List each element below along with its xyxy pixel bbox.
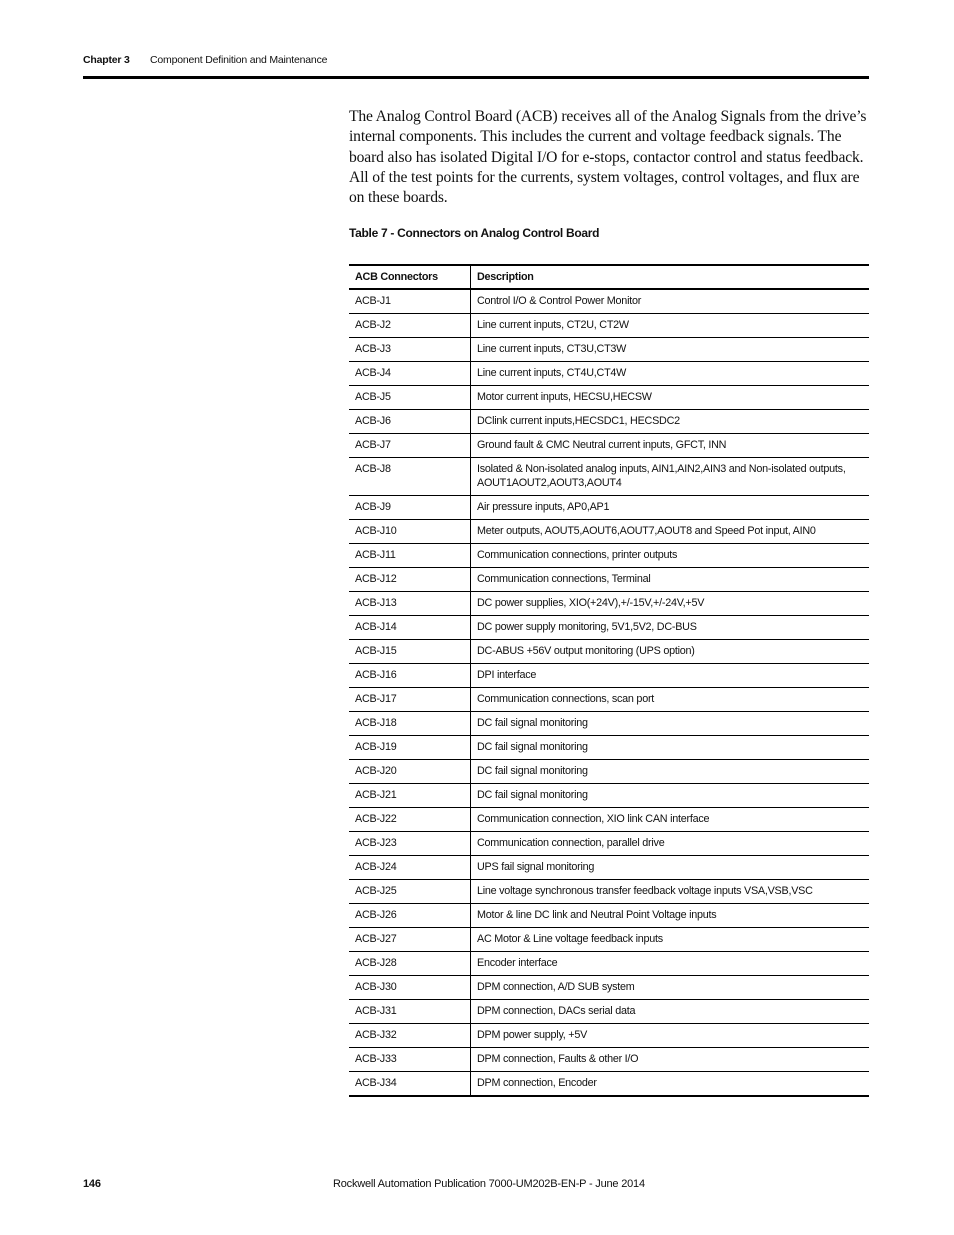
description-cell: DC-ABUS +56V output monitoring (UPS option) xyxy=(471,640,870,664)
connector-cell: ACB-J1 xyxy=(349,289,471,314)
table-row xyxy=(349,434,869,458)
connector-cell: ACB-J4 xyxy=(349,362,471,386)
table-row xyxy=(349,592,869,616)
connector-cell: ACB-J25 xyxy=(349,880,471,904)
table-row xyxy=(349,952,869,976)
section-title: Component Definition and Maintenance xyxy=(150,54,328,66)
connector-cell: ACB-J28 xyxy=(349,952,471,976)
description-cell: Meter outputs, AOUT5,AOUT6,AOUT7,AOUT8 and Speed Pot input, AIN0 xyxy=(471,520,870,544)
connector-cell: ACB-J18 xyxy=(349,712,471,736)
table-row xyxy=(349,616,869,640)
description-cell: Air pressure inputs, AP0,AP1 xyxy=(471,496,870,520)
table-row xyxy=(349,880,869,904)
connector-cell: ACB-J30 xyxy=(349,976,471,1000)
table-row xyxy=(349,640,869,664)
table-row xyxy=(349,362,869,386)
description-cell: DPM connection, Faults & other I/O xyxy=(471,1048,870,1072)
table-row xyxy=(349,976,869,1000)
table-row xyxy=(349,289,869,314)
table-row xyxy=(349,410,869,434)
description-cell: AC Motor & Line voltage feedback inputs xyxy=(471,928,870,952)
connector-cell: ACB-J3 xyxy=(349,338,471,362)
description-cell: DClink current inputs,HECSDC1, HECSDC2 xyxy=(471,410,870,434)
description-cell: DPM power supply, +5V xyxy=(471,1024,870,1048)
table-row xyxy=(349,1072,869,1097)
table-row xyxy=(349,808,869,832)
table-row xyxy=(349,736,869,760)
connector-cell: ACB-J2 xyxy=(349,314,471,338)
description-cell: Communication connections, Terminal xyxy=(471,568,870,592)
publication-info: Rockwell Automation Publication 7000-UM202B-EN-P - June 2014 xyxy=(333,1178,645,1190)
table-row xyxy=(349,314,869,338)
connector-cell: ACB-J23 xyxy=(349,832,471,856)
table-row xyxy=(349,544,869,568)
description-cell: DC fail signal monitoring xyxy=(471,784,870,808)
table-row xyxy=(349,928,869,952)
description-cell: DC fail signal monitoring xyxy=(471,736,870,760)
connector-cell: ACB-J21 xyxy=(349,784,471,808)
connector-cell: ACB-J27 xyxy=(349,928,471,952)
table-row xyxy=(349,688,869,712)
connector-cell: ACB-J10 xyxy=(349,520,471,544)
connector-cell: ACB-J5 xyxy=(349,386,471,410)
table-row xyxy=(349,386,869,410)
connector-cell: ACB-J12 xyxy=(349,568,471,592)
connector-cell: ACB-J17 xyxy=(349,688,471,712)
description-cell: Encoder interface xyxy=(471,952,870,976)
table-row xyxy=(349,784,869,808)
connector-cell: ACB-J32 xyxy=(349,1024,471,1048)
description-cell: Motor & line DC link and Neutral Point Voltage inputs xyxy=(471,904,870,928)
connector-cell: ACB-J20 xyxy=(349,760,471,784)
description-cell: DC fail signal monitoring xyxy=(471,712,870,736)
intro-paragraph: The Analog Control Board (ACB) receives all of the Analog Signals from the drive’s internal components. This includes the current and voltage feedback signals. The board also has isolated Digital I/O for e-stops, contactor control and status feedback. All of the test points for the currents, system voltages, control voltages, and flux are on these boards. xyxy=(349,108,867,207)
table-row xyxy=(349,338,869,362)
description-cell: Control I/O & Control Power Monitor xyxy=(471,289,870,314)
table-row xyxy=(349,520,869,544)
connector-cell: ACB-J33 xyxy=(349,1048,471,1072)
table-row xyxy=(349,832,869,856)
table-row xyxy=(349,856,869,880)
connector-cell: ACB-J34 xyxy=(349,1072,471,1097)
table-row xyxy=(349,904,869,928)
description-cell: Communication connections, scan port xyxy=(471,688,870,712)
table-row xyxy=(349,664,869,688)
table-row xyxy=(349,1000,869,1024)
description-cell: Communication connections, printer outputs xyxy=(471,544,870,568)
connector-cell: ACB-J22 xyxy=(349,808,471,832)
page-number: 146 xyxy=(83,1178,101,1190)
column-header-description: Description xyxy=(471,265,870,289)
connector-cell: ACB-J26 xyxy=(349,904,471,928)
connectors-table xyxy=(349,264,869,1097)
connector-cell: ACB-J24 xyxy=(349,856,471,880)
description-cell: DC power supplies, XIO(+24V),+/-15V,+/-24V,+5V xyxy=(471,592,870,616)
connector-cell: ACB-J31 xyxy=(349,1000,471,1024)
description-cell: DPM connection, Encoder xyxy=(477,1077,597,1089)
connector-cell: ACB-J13 xyxy=(349,592,471,616)
connector-cell: ACB-J16 xyxy=(349,664,471,688)
column-header-connectors: ACB Connectors xyxy=(349,265,471,289)
table-row xyxy=(349,496,869,520)
table-body xyxy=(349,289,869,1096)
description-cell: Line voltage synchronous transfer feedback voltage inputs VSA,VSB,VSC xyxy=(471,880,870,904)
description-cell: Line current inputs, CT3U,CT3W xyxy=(471,338,870,362)
description-cell: DPM connection, DACs serial data xyxy=(471,1000,870,1024)
table-header-row xyxy=(349,265,869,289)
connector-cell: ACB-J15 xyxy=(349,640,471,664)
connector-cell: ACB-J6 xyxy=(349,410,471,434)
description-cell: Line current inputs, CT2U, CT2W xyxy=(471,314,870,338)
table-row xyxy=(349,760,869,784)
connector-cell: ACB-J11 xyxy=(349,544,471,568)
connector-cell: ACB-J7 xyxy=(349,434,471,458)
connector-cell: ACB-J19 xyxy=(349,736,471,760)
description-cell: UPS fail signal monitoring xyxy=(471,856,870,880)
table-caption: Table 7 - Connectors on Analog Control Board xyxy=(349,226,600,240)
description-cell: DPM connection, A/D SUB system xyxy=(471,976,870,1000)
description-cell: Ground fault & CMC Neutral current inputs, GFCT, INN xyxy=(471,434,870,458)
chapter-label: Chapter 3 xyxy=(83,54,130,66)
table-row xyxy=(349,458,869,496)
table-row xyxy=(349,712,869,736)
connector-cell: ACB-J9 xyxy=(349,496,471,520)
page-header xyxy=(83,52,869,79)
description-cell: Communication connection, parallel drive xyxy=(471,832,870,856)
description-cell: Line current inputs, CT4U,CT4W xyxy=(471,362,870,386)
description-cell: Communication connection, XIO link CAN interface xyxy=(471,808,870,832)
description-cell: DC fail signal monitoring xyxy=(471,760,870,784)
table-row xyxy=(349,568,869,592)
table-row xyxy=(349,1048,869,1072)
connector-cell: ACB-J14 xyxy=(349,616,471,640)
connector-cell: ACB-J8 xyxy=(349,458,471,496)
description-cell: Motor current inputs, HECSU,HECSW xyxy=(471,386,870,410)
description-cell: DPI interface xyxy=(471,664,870,688)
description-cell: Isolated & Non-isolated analog inputs, AIN1,AIN2,AIN3 and Non-isolated outputs, AOUT1AOUT2,AOUT3,AOUT4 xyxy=(471,458,870,496)
description-cell: DC power supply monitoring, 5V1,5V2, DC-BUS xyxy=(471,616,870,640)
table-row xyxy=(349,1024,869,1048)
